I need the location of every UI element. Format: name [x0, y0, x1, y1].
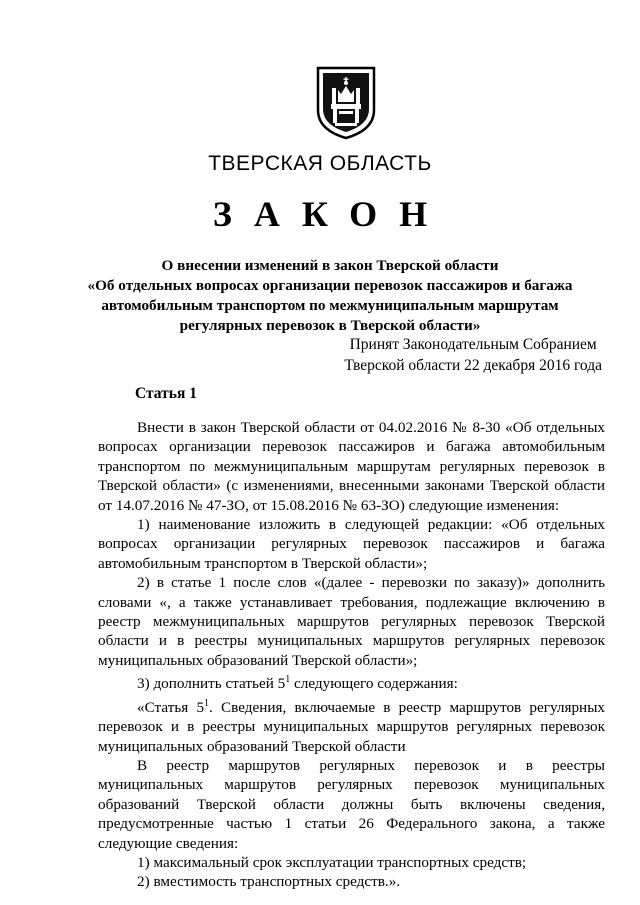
paragraph-new-article: [98, 694, 605, 756]
law-title-line: О внесении изменений в закон Тверской области: [161, 257, 499, 274]
article-heading: Статья 1: [135, 385, 197, 402]
paragraph-item-3: [98, 670, 605, 693]
article-body: [98, 418, 605, 892]
paragraph-subitem-1: 1) максимальный срок эксплуатации транспортных средств;: [137, 854, 527, 872]
paragraph-intro: Внести в закон Тверской области от 04.02.2016 № 8-30 «Об отдельных вопросах организации перевозок пассажиров и багажа автомобильным транспортом по межмуниципальным маршрутам регулярных перевозок в Тверской области» (с изменениями, внесенными законами Тверской области от 14.07.2016 № 47-ЗО, от 15.08.2016 № 63-ЗО) следующие изменения:: [98, 419, 605, 514]
superscript-number: 1: [204, 697, 210, 709]
new-article-title-tail: . Сведения, включаемые в реестр маршрутов регулярных перевозок и в реестры муниципальных маршрутов регулярных перевозок муниципальных образований Тверской области: [98, 698, 605, 755]
superscript-number: 1: [285, 674, 291, 686]
paragraph-item-3-text: 3) дополнить статьей 5: [137, 675, 286, 693]
law-title: [60, 256, 600, 336]
adoption-line: Тверской области 22 декабря 2016 года: [344, 357, 602, 374]
region-name: ТВЕРСКАЯ ОБЛАСТЬ: [208, 152, 432, 175]
paragraph-item-2: 2) в статье 1 после слов «(далее - перевозки по заказу)» дополнить словами «, а также устанавливает требования, подлежащие включению в реестр межмуниципальных маршрутов регулярных перевозок Тверской области и в реестры муниципальных маршрутов регулярных перевозок муниципальных образований Тверской области»;: [98, 574, 605, 669]
coat-of-arms-emblem: [315, 66, 377, 140]
law-heading: ЗАКОН: [212, 194, 450, 234]
adoption-line: Принят Законодательным Собранием: [349, 336, 597, 353]
adoption-note: [344, 334, 602, 376]
paragraph-registry: В реестр маршрутов регулярных перевозок и в реестры муниципальных маршрутов регулярных перевозок муниципальных образований Тверской области должны быть включены сведения, предусмотренные частью 1 статьи 26 Федерального закона, а также следующие сведения:: [98, 757, 605, 852]
new-article-title: «Статья 5: [137, 698, 205, 716]
law-title-line: «Об отдельных вопросах организации перевозок пассажиров и багажа: [87, 277, 573, 294]
law-title-line: регулярных перевозок в Тверской области»: [179, 317, 481, 334]
law-title-line: автомобильным транспортом по межмуниципальным маршрутам: [101, 297, 559, 314]
paragraph-item-1: 1) наименование изложить в следующей редакции: «Об отдельных вопросах организации регулярных перевозок пассажиров и багажа автомобильным транспортом в Тверской области»;: [98, 516, 605, 572]
paragraph-item-3-tail: следующего содержания:: [290, 675, 458, 693]
paragraph-subitem-2: 2) вместимость транспортных средств.».: [137, 873, 401, 891]
